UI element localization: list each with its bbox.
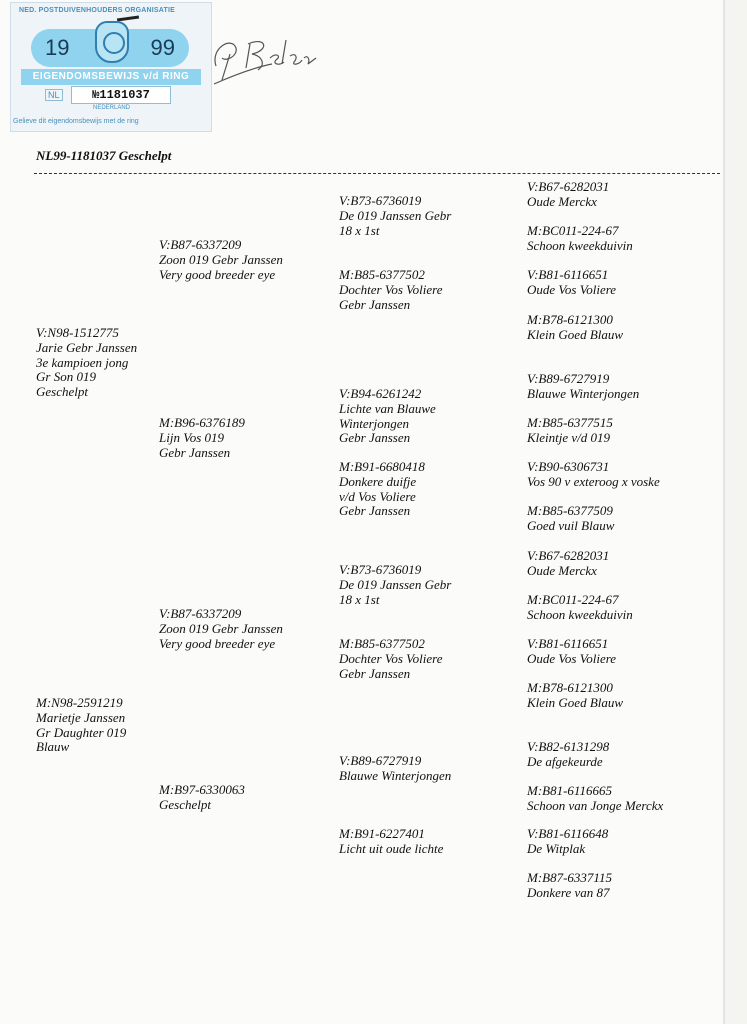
entry-line: Marietje Janssen [36, 709, 126, 725]
entry-line: Blauwe Winterjongen [527, 385, 640, 401]
entry-line: V:B67-6282031 [527, 179, 610, 194]
entry-line: V:B89-6727919 [339, 753, 422, 768]
dashed-divider [34, 173, 720, 174]
gen4-entry [527, 549, 609, 579]
entry-line: Very good breeder eye [159, 635, 276, 651]
gen4-entry [527, 784, 663, 814]
gen4-entry [527, 224, 633, 254]
entry-line: Kleintje v/d 019 [527, 429, 611, 445]
entry-line: De 019 Janssen Gebr [339, 207, 452, 223]
entry-line: Lijn Vos 019 [159, 429, 225, 445]
entry-line: Gebr Janssen [339, 430, 411, 446]
granddam-paternal [159, 416, 245, 460]
entry-line: V:B94-6261242 [339, 386, 422, 401]
entry-line: Blauw [36, 739, 70, 755]
entry-line: M:B96-6376189 [159, 415, 245, 430]
card-organisation: NED. POSTDUIVENHOUDERS ORGANISATIE [19, 7, 176, 14]
entry-line: V:B89-6727919 [527, 371, 610, 386]
entry-line: De afgekeurde [527, 753, 603, 769]
entry-line: Oude Vos Voliere [527, 281, 617, 297]
gen3-entry [339, 637, 443, 681]
entry-line: Lichte van Blauwe [339, 400, 436, 416]
entry-line: Very good breeder eye [159, 266, 276, 282]
entry-line: Jarie Gebr Janssen [36, 339, 138, 355]
entry-line: Schoon kweekduivin [527, 237, 633, 253]
entry-line: M:B97-6330063 [159, 782, 245, 797]
granddam-maternal [159, 783, 245, 813]
gen4-entry [527, 593, 633, 623]
entry-line: Dochter Vos Voliere [339, 650, 443, 666]
entry-line: De 019 Janssen Gebr [339, 576, 452, 592]
entry-line: Oude Vos Voliere [527, 650, 617, 666]
entry-line: V:B73-6736019 [339, 562, 422, 577]
page-edge [723, 0, 725, 1024]
entry-line: M:B85-6377502 [339, 636, 425, 651]
grandsire-paternal [159, 238, 283, 282]
entry-line: M:B85-6377502 [339, 267, 425, 282]
gen4-entry [527, 180, 609, 210]
entry-line: Donkere duifje [339, 473, 417, 489]
entry-line: V:B82-6131298 [527, 739, 610, 754]
gen3-entry [339, 460, 425, 519]
entry-line: V:B67-6282031 [527, 548, 610, 563]
card-country: NEDERLAND [93, 105, 131, 111]
gen3-entry [339, 268, 443, 312]
entry-line: Gebr Janssen [339, 665, 411, 681]
entry-line: 18 x 1st [339, 222, 380, 238]
gen3-entry [339, 754, 451, 784]
entry-line: M:BC011-224-67 [527, 592, 619, 607]
ownership-card [10, 2, 212, 132]
entry-line: Vos 90 v exteroog x voske [527, 473, 660, 489]
card-country-code: NL [45, 89, 63, 101]
gen4-entry [527, 313, 623, 343]
entry-line: M:N98-2591219 [36, 695, 123, 710]
gen4-entry [527, 504, 614, 534]
entry-line: Winterjongen [339, 415, 410, 431]
gen3-entry [339, 563, 451, 607]
entry-line: 18 x 1st [339, 591, 380, 607]
gen3-entry [339, 827, 443, 857]
card-year-left: 19 [45, 35, 70, 60]
entry-line: M:B81-6116665 [527, 783, 612, 798]
gen3-entry [339, 387, 436, 446]
entry-line: Gebr Janssen [339, 503, 411, 519]
entry-line: Klein Goed Blauw [527, 694, 624, 710]
entry-line: Licht uit oude lichte [339, 840, 444, 856]
page-margin [725, 0, 747, 1024]
gen4-entry [527, 416, 613, 446]
gen4-entry [527, 268, 616, 298]
entry-line: Gebr Janssen [339, 296, 411, 312]
entry-line: V:B73-6736019 [339, 193, 422, 208]
entry-line: Goed vuil Blauw [527, 517, 615, 533]
entry-line: V:N98-1512775 [36, 325, 119, 340]
entry-line: V:B81-6116648 [527, 826, 609, 841]
entry-line: V:B87-6337209 [159, 237, 242, 252]
gen4-entry [527, 740, 609, 770]
entry-line: Blauwe Winterjongen [339, 767, 452, 783]
pigeon-heading: NL99-1181037 Geschelpt [36, 148, 172, 163]
entry-line: Zoon 019 Gebr Janssen [159, 620, 283, 636]
dam [36, 696, 126, 755]
entry-line: V:B87-6337209 [159, 606, 242, 621]
entry-line: Dochter Vos Voliere [339, 281, 443, 297]
gen4-entry [527, 372, 639, 402]
gen4-entry [527, 460, 660, 490]
entry-line: M:BC011-224-67 [527, 223, 619, 238]
card-year-band [31, 29, 189, 67]
ring-number: №1181037 [71, 86, 171, 104]
entry-line: Oude Merckx [527, 193, 597, 209]
entry-line: V:B81-6116651 [527, 636, 609, 651]
card-title: EIGENDOMSBEWIJS v/d RING [21, 69, 201, 85]
card-note: Gelieve dit eigendomsbewijs met de ring [13, 118, 139, 125]
handwritten-signature [192, 18, 322, 98]
entry-line: Gr Daughter 019 [36, 724, 127, 740]
entry-line: Klein Goed Blauw [527, 326, 624, 342]
gen4-entry [527, 871, 612, 901]
entry-line: Oude Merckx [527, 562, 597, 578]
grandsire-maternal [159, 607, 283, 651]
gen3-entry [339, 194, 451, 238]
card-year-right: 99 [150, 35, 175, 60]
gen4-entry [527, 681, 623, 711]
entry-line: M:B87-6337115 [527, 870, 612, 885]
entry-line: M:B85-6377515 [527, 415, 613, 430]
sire [36, 326, 137, 400]
entry-line: Zoon 019 Gebr Janssen [159, 251, 283, 267]
entry-line: M:B91-6680418 [339, 459, 425, 474]
entry-line: M:B91-6227401 [339, 826, 425, 841]
entry-line: M:B85-6377509 [527, 503, 613, 518]
entry-line: 3e kampioen jong [36, 354, 129, 370]
crest-icon [95, 21, 129, 63]
entry-line: V:B81-6116651 [527, 267, 609, 282]
entry-line: M:B78-6121300 [527, 680, 613, 695]
gen4-entry [527, 827, 608, 857]
entry-line: Schoon kweekduivin [527, 606, 633, 622]
entry-line: v/d Vos Voliere [339, 488, 416, 504]
entry-line: Gr Son 019 [36, 369, 96, 385]
entry-line: Donkere van 87 [527, 884, 610, 900]
entry-line: De Witplak [527, 840, 586, 856]
entry-line: M:B78-6121300 [527, 312, 613, 327]
entry-line: Gebr Janssen [159, 444, 231, 460]
entry-line: Geschelpt [159, 796, 211, 812]
entry-line: Geschelpt [36, 384, 88, 400]
gen4-entry [527, 637, 616, 667]
entry-line: V:B90-6306731 [527, 459, 610, 474]
entry-line: Schoon van Jonge Merckx [527, 797, 664, 813]
